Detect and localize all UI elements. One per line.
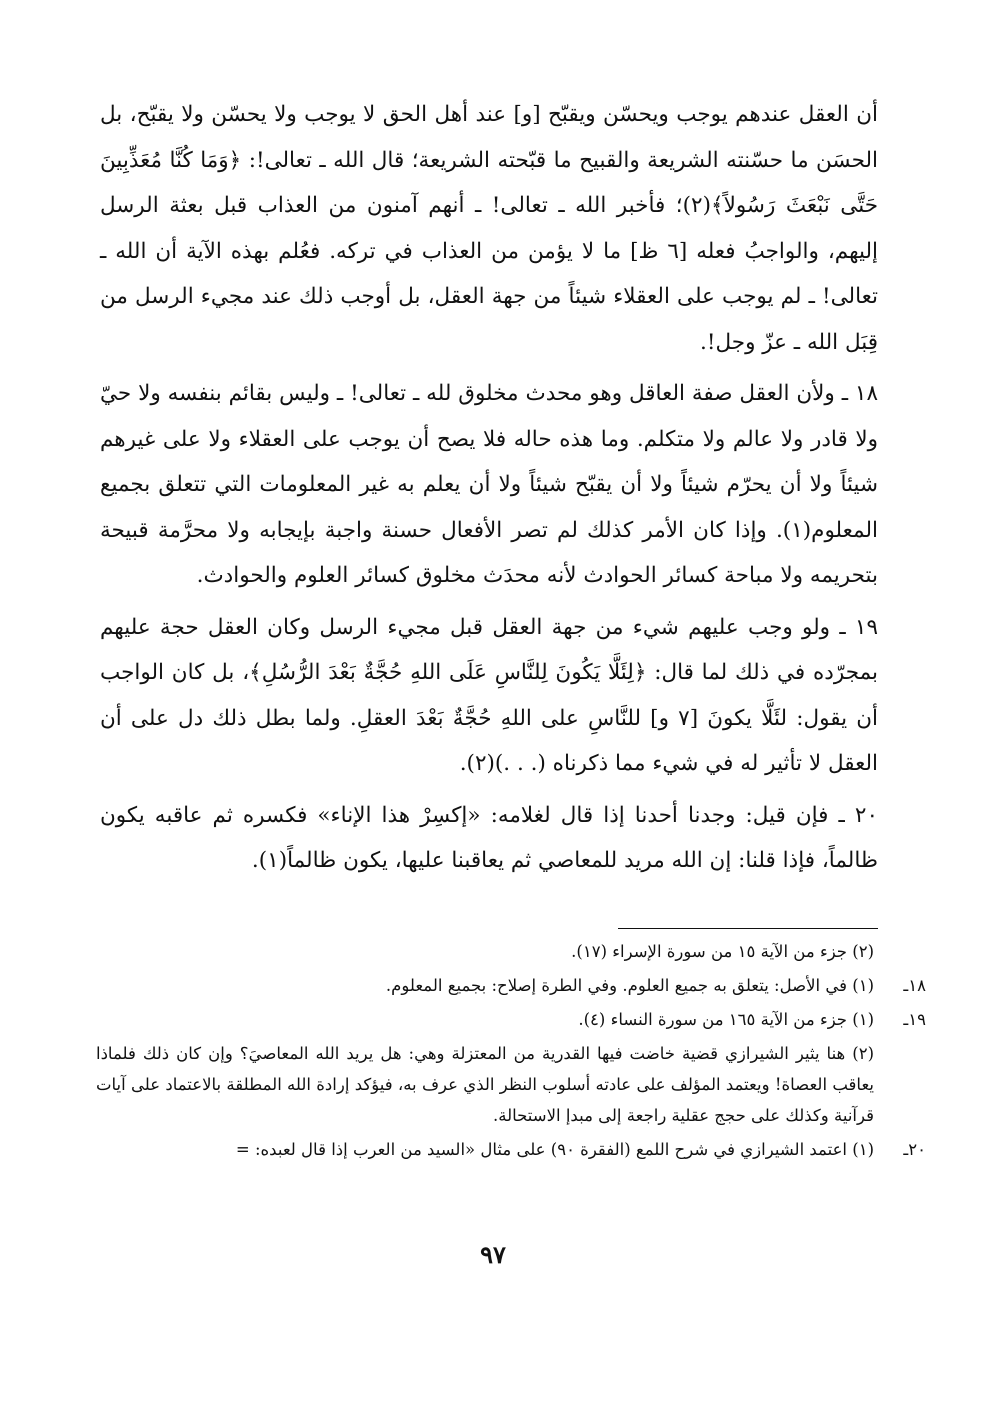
paragraph-continuation: أن العقل عندهم يوجب ويحسّن ويقبّح [و] عند أهل الحق لا يوجب ولا يحسّن ولا يقبّح، بل الحسَن ما حسّنته الشريعة والقبيح ما قبّحته الشريعة؛ قال الله ـ تعالى!: ﴿وَمَا كُنَّا مُعَذِّبِينَ حَتَّى نَبْعَثَ رَسُولاً﴾(٢)؛ فأخبر الله ـ تعالى! ـ أنهم آمنون من العذاب قبل بعثة الرسل إليهم، والواجبُ فعله [٦ ظ] ما لا يؤمن من العذاب في تركه. فعُلم بهذه الآية أن الله ـ تعالى! ـ لم يوجب على العقلاء شيئاً من جهة العقل، بل أوجب ذلك عند مجيء الرسل من قِبَل الله ـ عزّ وجل!. [100,102,879,355]
page-number: ٩٧ [480,1240,506,1269]
footnote-section-number [874,936,926,967]
paragraph-20: ٢٠ ـ فإن قيل: وجدنا أحدنا إذا قال لغلامه: «إكسِرْ هذا الإناء» فكسره ثم عاقبه يكون ظالماً، فإذا قلنا: إن الله مريد للمعاصي ثم يعاقبنا عليها، يكون ظالماً(١). [100,802,878,873]
footnotes [96,936,926,1165]
footnote-text: (١) جزء من الآية ١٦٥ من سورة النساء (٤). [578,1010,874,1029]
footnote [96,1004,926,1035]
footnote-text: (٢) هنا يثير الشيرازي قضية خاضت فيها القدرية من المعتزلة وهي: هل يريد الله المعاصيَ؟ وإن كان ذلك فلماذا يعاقب العصاة! ويعتمد المؤلف على عادته أسلوب النظر الذي عرف به، فيؤكد إرادة الله المطلقة بالاعتماد على آيات قرآنية وكذلك على حجج عقلية راجعة إلى مبدإ الاستحالة. [96,1044,874,1125]
paragraph-19: ١٩ ـ ولو وجب عليهم شيء من جهة العقل قبل مجيء الرسل وكان العقل حجة عليهم بمجرّده في ذلك لما قال: ﴿لِئَلَّا يَكُونَ لِلنَّاسِ عَلَى اللهِ حُجَّةٌ بَعْدَ الرُّسُلِ﴾، بل كان الواجب أن يقول: لئَلَّا يكونَ [٧ و] للنَّاسِ على اللهِ حُجَّةٌ بَعْدَ العقلِ. ولما بطل ذلك دل على أن العقل لا تأثير له في شيء مما ذكرناه (. . .)(٢). [100,614,878,776]
footnote-text: (١) في الأصل: يتعلق به جميع العلوم. وفي الطرة إصلاح: بجميع المعلوم. [385,976,874,995]
footnote [96,970,926,1001]
paragraph-18: ١٨ ـ ولأن العقل صفة العاقل وهو محدث مخلوق لله ـ تعالى! ـ وليس بقائم بنفسه ولا حيّ ولا قادر ولا عالم ولا متكلم. وما هذه حاله فلا يصح أن يوجب على العقلاء ولا على غيرهم شيئاً ولا أن يحرّم شيئاً ولا أن يقبّح شيئاً ولا أن يعلم به غير المعلومات التي تتعلق بجميع المعلوم(١). وإذا كان الأمر كذلك لم تصر الأفعال حسنة واجبة بإيجابه ولا محرَّمة قبيحة بتحريمه ولا مباحة كسائر الحوادث لأنه محدَث مخلوق كسائر العلوم والحوادث. [100,381,878,588]
footnote-text: (١) اعتمد الشيرازي في شرح اللمع (الفقرة ٩٠) على مثال «السيد من العرب إذا قال لعبده: = [235,1140,874,1159]
footnote-section-number: ١٨ـ [903,976,926,995]
footnote-section-number: ٢٠ـ [903,1140,926,1159]
footnote-text: (٢) جزء من الآية ١٥ من سورة الإسراء (١٧). [571,942,874,961]
main-text [100,92,878,884]
footnote-section-number: ١٩ـ [903,1010,926,1029]
footnote [96,1038,926,1131]
footnote-separator [618,928,878,929]
footnote [96,1134,926,1165]
footnote [96,936,926,967]
footnote-section-number [874,1038,926,1131]
